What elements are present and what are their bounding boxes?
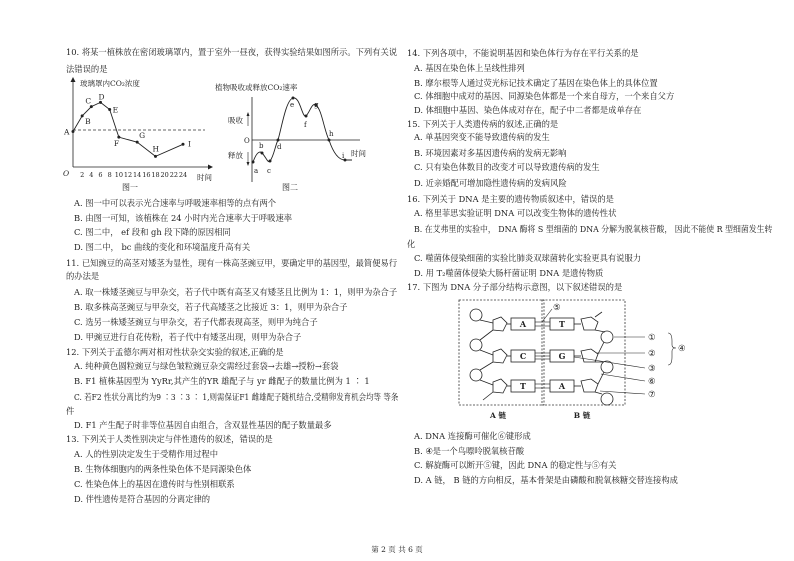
q10-option-b: B. 由图一可知，该植株在 24 小时内光合速率大于呼吸速率 <box>74 213 293 223</box>
q10-option-d: D. 图二中， bc 曲线的变化和环境温度升高有关 <box>74 242 251 252</box>
q12-option-a: A. 纯种黄色圆粒豌豆与绿色皱粒豌豆杂交需经过套袋→去雄→授粉→套袋 <box>74 361 339 371</box>
q12-stem: 12. 下列关于孟德尔两对相对性状杂交实验的叙述,正确的是 <box>66 347 284 357</box>
q13-option-d: D. 伴性遗传是符合基因的分离定律的 <box>74 494 211 504</box>
marker-5: ⑤ <box>553 303 561 313</box>
fig1-point-label: H <box>152 144 160 154</box>
q17-option-a: A. DNA 连接酶可催化⑥键形成 <box>414 431 531 441</box>
chain-b-base: A <box>558 381 566 391</box>
fig2-release-label: 释放 <box>228 151 243 160</box>
q10-option-c: C. 图二中， ef 段和 gh 段下降的原因相同 <box>74 227 231 237</box>
fig1-point <box>81 114 84 117</box>
fig2-point-label: c <box>267 167 271 175</box>
fig1-tick-label: 10 <box>114 171 123 179</box>
fig2-caption: 图二 <box>282 183 298 192</box>
fig1-xlabel: 时间 <box>197 173 212 182</box>
q13-stem: 13. 下列关于人类性别决定与伴性遗传的叙述，错误的是 <box>66 434 273 444</box>
fig2-point-label: i <box>342 152 345 160</box>
q15-option-d: D. 近亲婚配可增加隐性遗传病的发病风险 <box>414 178 567 188</box>
marker-1: ① <box>648 333 656 343</box>
q12-option-d: D. F1 产生配子时非等位基因自由组合，含双显性基因的配子数量最多 <box>74 420 332 430</box>
q13-option-c: C. 性染色体上的基因在遗传时与性别相联系 <box>74 479 235 489</box>
q16-option-a: A. 格里菲思实验证明 DNA 可以改变生物体的遗传性状 <box>414 208 617 218</box>
q11-stem-line2: 的办法是 <box>66 271 100 281</box>
fig1-point-label: A <box>64 127 70 137</box>
q11-stem-line1: 11. 已知豌豆的高茎对矮茎为显性，现有一株高茎豌豆甲，要确定甲的基因型，最简便易行 <box>66 258 398 268</box>
dna-structure-diagram <box>450 295 700 423</box>
fig1-point <box>72 130 75 133</box>
q11-option-b: B. 取多株高茎豌豆与甲杂交，若子代高矮茎之比接近 3：1，则甲为杂合子 <box>74 302 348 312</box>
fig1-tick-label: 20 <box>160 171 169 179</box>
q11-option-c: C. 选另一株矮茎豌豆与甲杂交，若子代都表现高茎，则甲为纯合子 <box>74 317 318 327</box>
fig1-tick-label: 6 <box>98 171 103 179</box>
fig1-caption: 图一 <box>122 183 138 192</box>
q12-option-b: B. F1 植株基因型为 YyRr,其产生的YR 雄配子与 yr 雌配子的数量比例为 1 ∶ 1 <box>74 376 370 386</box>
fig1-tick-label: 16 <box>142 171 151 179</box>
fig2-point-label: h <box>329 130 334 138</box>
figure-2 <box>215 82 366 192</box>
chain-b-label: B 链 <box>573 411 591 420</box>
fig1-tick-label: 14 <box>133 171 142 179</box>
q16-option-c: C. 噬菌体侵染细菌的实验比肺炎双球菌转化实验更具有说服力 <box>414 253 642 263</box>
chain-b-base: G <box>558 351 566 361</box>
fig2-point-label: f <box>304 121 307 129</box>
fig1-point <box>136 141 139 144</box>
q14-stem: 14. 下列各项中，不能说明基因和染色体行为存在平行关系的是 <box>407 48 639 58</box>
q17-option-b: B. ④是一个鸟嘌呤脱氧核苷酸 <box>414 446 525 456</box>
fig2-xlabel: 时间 <box>351 149 366 158</box>
fig1-point-label: D <box>98 92 105 102</box>
q17-option-d: D. A 链， B 链的方向相反，基本骨架是由磷酸和脱氧核糖交替连接构成 <box>414 475 678 485</box>
fig1-point-label: F <box>113 139 120 149</box>
q16-stem: 16. 下列关于 DNA 是主要的遗传物质叙述中，错误的是 <box>407 194 614 204</box>
q15-stem: 15. 下列关于人类遗传病的叙述,正确的是 <box>407 119 559 129</box>
fig1-origin: O <box>63 169 70 178</box>
q17-option-c: C. 解旋酶可以断开⑤键，因此 DNA 的稳定性与⑤有关 <box>414 460 617 470</box>
q12-option-c: C. 若F2 性状分离比约为9 ∶3 ∶3 ∶ 1,则需保证F1 雌雄配子随机结合,受精卵发育机会均等 等条 <box>74 392 399 402</box>
fig2-point-label: b <box>259 142 264 150</box>
fig2-point <box>269 160 272 163</box>
q11-option-a: A. 取一株矮茎豌豆与甲杂交，若子代中既有高茎又有矮茎且比例为 1：1，则甲为杂合子 <box>74 287 398 297</box>
marker-3: ③ <box>648 364 656 374</box>
marker-7: ⑦ <box>648 390 656 400</box>
q14-option-d: D. 体细胞中基因、染色体成对存在，配子中二者都是成单存在 <box>414 105 642 115</box>
fig2-title: 植物吸收或释放CO₂速率 <box>215 83 298 92</box>
fig1-ylabel: 玻璃罩内CO₂浓度 <box>80 79 140 88</box>
fig2-point <box>261 152 264 155</box>
q15-option-a: A. 单基因突变不能导致遗传病的发生 <box>414 132 550 142</box>
marker-6: ⑥ <box>648 377 656 387</box>
fig2-point-label: g <box>314 101 319 109</box>
fig2-point <box>292 97 295 100</box>
chain-b-base: T <box>559 319 565 329</box>
q14-option-c: C. 体细胞中成对的基因、同源染色体都是一个来自母方，一个来自父方 <box>414 91 675 101</box>
fig1-point-label: G <box>139 131 146 141</box>
q10-stem-line1: 10. 将某一植株放在密闭玻璃罩内，置于室外一昼夜，获得实验结果如图所示。下列有关说 <box>66 47 398 57</box>
fig2-point-label: d <box>277 143 282 151</box>
fig2-origin: O <box>244 137 250 145</box>
q10-stem-line2: 法错误的是 <box>66 64 108 74</box>
fig2-point <box>277 139 280 142</box>
fig1-point-label: I <box>188 139 191 149</box>
q16-option-b-cont: 化 <box>407 239 416 249</box>
fig2-point-label: a <box>254 167 259 175</box>
fig1-point <box>108 108 111 111</box>
q16-option-b: B. 在艾弗里的实验中， DNA 酶将 S 型细菌的 DNA 分解为脱氧核苷酸， 因此不能使 R 型细菌发生转 <box>414 224 773 234</box>
fig1-tick-label: 8 <box>107 171 112 179</box>
fig1-tick-label: 12 <box>123 171 133 179</box>
fig2-absorb-label: 吸收 <box>228 116 243 125</box>
chain-a-label: A 链 <box>490 411 506 420</box>
q17-stem: 17. 下图为 DNA 分子部分结构示意图，以下叙述错误的是 <box>407 282 623 292</box>
figure-1 <box>63 77 213 192</box>
q16-option-d: D. 用 T₂噬菌体侵染大肠杆菌证明 DNA 是遗传物质 <box>414 268 604 278</box>
q15-option-c: C. 只有染色体数目的改变才可以导致遗传病的发生 <box>414 162 600 172</box>
q11-option-d: D. 甲豌豆进行自花传粉，若子代中有矮茎出现，则甲为杂合子 <box>74 332 302 342</box>
fig2-point <box>305 115 308 118</box>
q10-figures <box>60 76 370 194</box>
chain-a-base: A <box>519 319 527 329</box>
fig1-tick-label: 4 <box>89 171 94 179</box>
fig1-point <box>182 143 185 146</box>
marker-4: ④ <box>678 344 686 354</box>
fig2-point <box>252 161 255 164</box>
q14-option-b: B. 摩尔根等人通过荧光标记技术确定了基因在染色体上的具体位置 <box>414 78 658 88</box>
fig1-tick-label: 22 <box>169 171 178 179</box>
fig1-tick-label: 18 <box>151 171 160 179</box>
fig1-tick-label: 2 <box>80 171 85 179</box>
fig1-point-label: B <box>85 116 91 126</box>
chain-a-base: T <box>520 381 526 391</box>
fig1-tick-label: 24 <box>178 171 188 179</box>
chain-a-base: C <box>519 351 527 361</box>
marker-2: ② <box>648 349 656 359</box>
q12-option-c-cont: 件 <box>66 406 75 416</box>
q13-option-b: B. 生物体细胞内的两条性染色体不是同源染色体 <box>74 464 252 474</box>
q10-option-a: A. 图一中可以表示光合速率与呼吸速率相等的点有两个 <box>74 198 277 208</box>
q15-option-b: B. 环境因素对多基因遗传病的发病无影响 <box>414 148 567 158</box>
fig1-point-label: E <box>112 105 119 115</box>
fig1-point-label: C <box>85 96 92 106</box>
fig2-point <box>328 139 331 142</box>
q14-option-a: A. 基因在染色体上呈线性排列 <box>414 63 525 73</box>
fig2-point-label: e <box>290 101 295 109</box>
page-footer: 第 2 页 共 6 页 <box>371 545 423 554</box>
fig1-point <box>154 155 157 158</box>
q13-option-a: A. 人的性别决定发生于受精作用过程中 <box>74 449 219 459</box>
